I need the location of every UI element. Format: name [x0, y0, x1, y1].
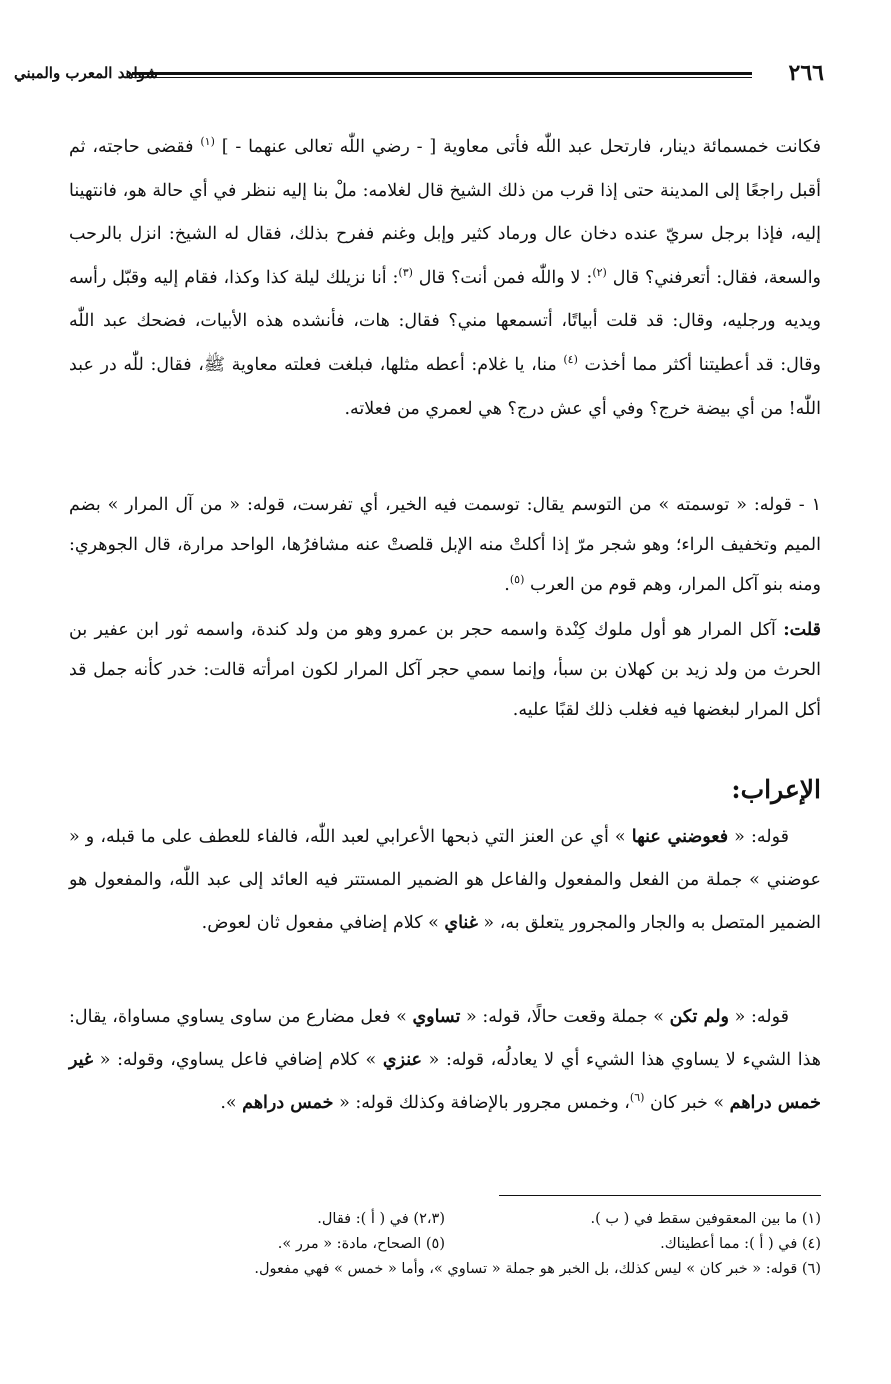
explanation-end: .: [504, 575, 510, 595]
main-text-part: : لا واللّٰه فمن أنت؟ قال: [418, 267, 593, 288]
irab-text: » كلام إضافي مفعول ثان لعوض.: [201, 913, 445, 933]
commentary-text: آكل المرار هو أول ملوك كِنْدة واسمه حجر بن عمرو وهو من ولد كندة، واسمه ثور ابن عفير بن الحرث من ولد زيد بن كهلان بن سبأ، وإنما سمي حجر آكل المرار لكون امرأته قالت: خدر كأنه جمل قد أكل المرار لبغضها فيه فغلب ذلك لقبًا عليه.: [69, 620, 821, 720]
irab-text: قوله: «: [729, 1007, 789, 1027]
footnote-marker: (٣): [398, 265, 413, 279]
main-text-part: : أنا نزيلك ليلة كذا وكذا، فقام إليه وقبّل رأسه ويديه ورجليه، وقال: قد قلت أبياتًا، أتسمعها مني؟ فقال: هات، فأنشده هذه الأبيات، فضحك عبد اللّٰه وقال: قد أعطيتنا أكثر مما أخذت: [69, 267, 821, 375]
book-title: شواهد المعرب والمبني: [14, 64, 158, 82]
irab-text: » أي عن العنز التي ذبحها الأعرابي لعبد اللّٰه، فالفاء للعطف على ما قبله، و « عوضني » جملة من الفعل والمفعول والفاعل هو الضمير المستتر فيه العائد إلى عبد اللّٰه، والمفعول هو الضمير المتصل به والجار والمجرور يتعلق به، «: [69, 827, 821, 933]
irab-keyword: فعوضني عنها: [631, 827, 729, 847]
irab-text: » جملة وقعت حالًا، قوله: «: [460, 1007, 670, 1027]
irab-keyword: غير خمس دراهم: [69, 1050, 821, 1113]
footnote-4: (٤) في ( أ ): مما أعطيناك.: [660, 1236, 821, 1252]
footnote-row: [69, 1232, 821, 1257]
section-heading: الإعراب:: [731, 775, 821, 804]
footnote-marker: (٤): [563, 353, 578, 367]
irab-text: » كلام إضافي فاعل يساوي، وقوله: «: [93, 1050, 383, 1070]
footnote-marker: (٢): [592, 265, 607, 279]
irab-keyword: غناي: [444, 913, 478, 933]
irab-paragraph-1: [69, 816, 821, 945]
irab-text: ، وخمس مجرور بالإضافة وكذلك قوله: «: [333, 1093, 630, 1113]
page-number: ٢٦٦: [788, 60, 824, 86]
explanation-text: ١ - قوله: « توسمته » من التوسم يقال: توسمت فيه الخير، أي تفرست، قوله: « من آل المرار » بضم الميم وتخفيف الراء؛ وهو شجر مرّ إذا أكلتْ منه الإبل قلصتْ عنه مشافرُها، الواحد مرارة، قال الجوهري: ومنه بنو آكل المرار، وهم قوم من العرب: [69, 495, 821, 595]
header-rule-thin: [132, 77, 752, 78]
irab-text: ».: [220, 1093, 243, 1113]
irab-paragraph-2: [69, 996, 821, 1125]
footnote-6: (٦) قوله: « خبر كان » ليس كذلك، بل الخبر هو جملة « تساوي »، وأما « خمس » فهي مفعول.: [254, 1261, 821, 1277]
running-head: [14, 58, 824, 92]
irab-keyword: خمس دراهم: [242, 1093, 334, 1113]
footnote-row: [69, 1257, 821, 1282]
main-text-part: فقضى حاجته، ثم أقبل راجعًا إلى المدينة حتى إذا قرب من ذلك الشيخ قال لغلامه: ملْ بنا إليه ننظر في أي حالة هو، فانتهينا إليه، فإذا برجل سريّ عنده دخان عال ورماد كثير وإبل وغنم ففرح بذلك، فقال له الشيخ: انزل بالرحب والسعة، فقال: أتعرفني؟ قال: [69, 137, 822, 288]
explanation-paragraph: [69, 485, 821, 605]
main-text-part: فكانت خمسمائة دينار، فارتحل عبد اللّٰه فأتى معاوية [ - رضي اللّٰه تعالى عنهما - ]: [221, 137, 821, 157]
footnote-5: (٥) الصحاح، مادة: « مرر ».: [277, 1236, 445, 1252]
footnote-marker: (٦): [629, 1091, 645, 1105]
footnotes: [69, 1207, 821, 1282]
commentary-paragraph: [69, 610, 821, 730]
irab-keyword: عنزي: [382, 1050, 422, 1070]
main-text-part: منا، يا غلام: أعطه مثلها، فبلغت فعلته معاوية ﷺ، فقال: للّٰه در عبد اللّٰه! من أي بيضة خرج؟ وفي أي عش درج؟ هي لعمري من فعلاته.: [69, 354, 821, 419]
footnote-2-3: (٢،٣) في ( أ ): فقال.: [317, 1211, 445, 1227]
footnote-separator: [499, 1195, 821, 1196]
footnote-row: [69, 1207, 821, 1232]
header-rule: [132, 72, 752, 75]
footnote-marker: (٥): [509, 573, 525, 587]
irab-keyword: ولم تكن: [669, 1007, 730, 1027]
footnote-marker: (١): [200, 135, 215, 149]
main-paragraph: [69, 126, 821, 431]
irab-text: قوله: «: [728, 827, 789, 847]
irab-text: » خبر كان: [650, 1093, 730, 1113]
footnote-1: (١) ما بين المعقوفين سقط في ( ب ).: [590, 1211, 821, 1227]
commentary-lead: قلت:: [783, 620, 821, 640]
irab-text: » فعل مضارع من ساوى يساوي مساواة، يقال: هذا الشيء لا يساوي هذا الشيء أي لا يعادلُه، قوله: «: [69, 1007, 822, 1070]
irab-keyword: تساوي: [412, 1007, 461, 1027]
